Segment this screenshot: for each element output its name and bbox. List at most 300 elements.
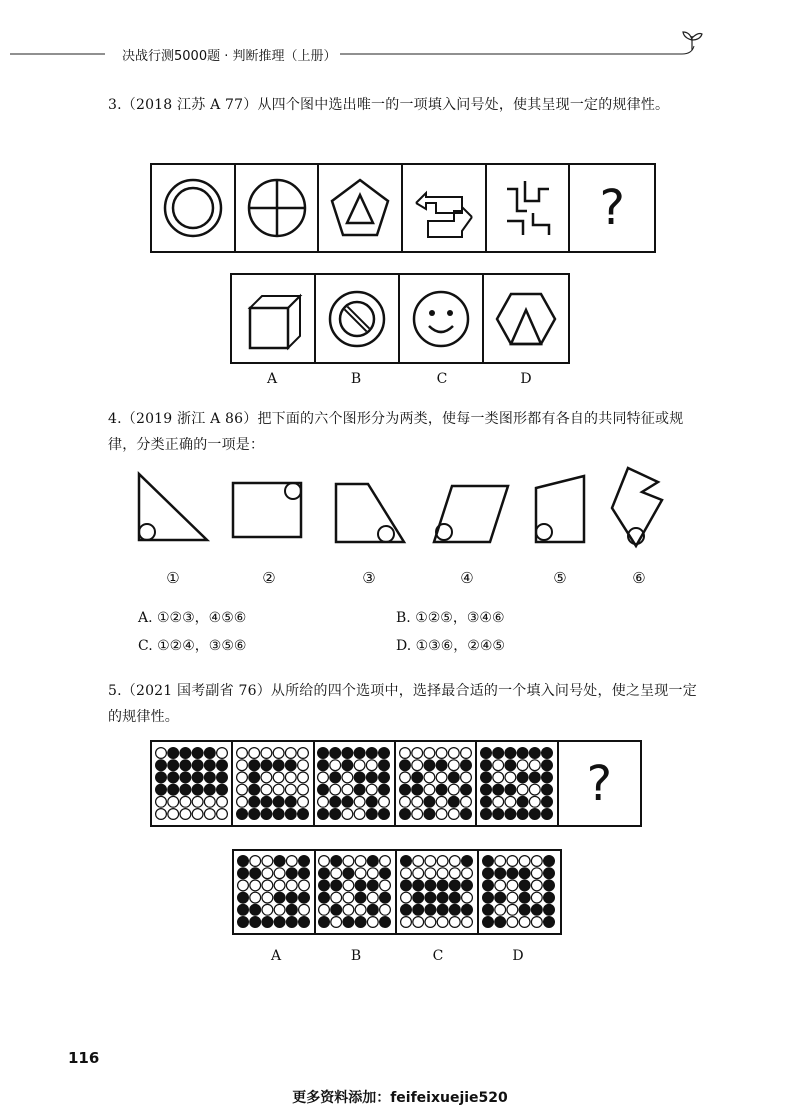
empty-dot <box>493 772 504 783</box>
empty-dot <box>286 880 297 891</box>
empty-dot <box>495 856 506 867</box>
filled-dot <box>319 868 330 879</box>
empty-dot <box>424 747 435 758</box>
empty-dot <box>449 917 460 928</box>
q3-option-a-label: A <box>266 371 278 387</box>
empty-dot <box>380 880 391 891</box>
filled-dot <box>330 808 341 819</box>
filled-dot <box>542 759 553 770</box>
empty-dot <box>400 892 411 903</box>
filled-dot <box>436 759 447 770</box>
q4-figure-number-4: ④ <box>460 569 474 587</box>
empty-dot <box>505 796 516 807</box>
q3-fig-5 <box>487 165 571 251</box>
filled-dot <box>461 880 472 891</box>
filled-dot <box>216 772 227 783</box>
empty-dot <box>274 904 285 915</box>
filled-dot <box>517 747 528 758</box>
empty-dot <box>155 747 166 758</box>
filled-dot <box>204 759 215 770</box>
filled-dot <box>380 917 391 928</box>
filled-dot <box>261 796 272 807</box>
empty-dot <box>261 747 272 758</box>
q3-option-d-figure[interactable] <box>484 275 568 362</box>
filled-dot <box>167 772 178 783</box>
filled-dot <box>249 772 260 783</box>
filled-dot <box>180 772 191 783</box>
filled-dot <box>331 856 342 867</box>
empty-dot <box>529 796 540 807</box>
q5-option-a-label: A <box>270 948 282 964</box>
q4-figure-number-1: ① <box>166 569 180 587</box>
empty-dot <box>155 796 166 807</box>
filled-dot <box>180 759 191 770</box>
filled-dot <box>461 856 472 867</box>
filled-dot <box>319 917 330 928</box>
filled-dot <box>155 759 166 770</box>
empty-dot <box>216 747 227 758</box>
empty-dot <box>355 904 366 915</box>
page-number: 116 <box>68 1049 100 1067</box>
filled-dot <box>250 904 261 915</box>
empty-dot <box>319 904 330 915</box>
filled-dot <box>379 772 390 783</box>
empty-dot <box>180 796 191 807</box>
filled-dot <box>532 904 543 915</box>
filled-dot <box>507 868 518 879</box>
q5-option-c-figure[interactable] <box>397 851 479 933</box>
empty-dot <box>532 868 543 879</box>
q5-fig-1 <box>152 742 233 825</box>
filled-dot <box>367 808 378 819</box>
q3-option-c-label: C <box>436 371 448 387</box>
filled-dot <box>437 904 448 915</box>
filled-dot <box>400 880 411 891</box>
filled-dot <box>155 784 166 795</box>
filled-dot <box>298 892 309 903</box>
filled-dot <box>274 892 285 903</box>
filled-dot <box>262 917 273 928</box>
filled-dot <box>355 880 366 891</box>
empty-dot <box>367 759 378 770</box>
filled-dot <box>493 784 504 795</box>
filled-dot <box>343 868 354 879</box>
filled-dot <box>237 892 248 903</box>
empty-dot <box>532 880 543 891</box>
filled-dot <box>542 747 553 758</box>
footer-watermark: 更多资料添加：feifeixuejie520 <box>292 1090 508 1106</box>
filled-dot <box>355 784 366 795</box>
filled-dot <box>448 772 459 783</box>
empty-dot <box>274 868 285 879</box>
filled-dot <box>237 868 248 879</box>
empty-dot <box>412 796 423 807</box>
filled-dot <box>155 772 166 783</box>
empty-dot <box>507 904 518 915</box>
empty-dot <box>298 784 309 795</box>
empty-dot <box>298 747 309 758</box>
filled-dot <box>542 784 553 795</box>
header-title: 决战行测5000题 · 判断推理（上册） <box>118 45 340 64</box>
filled-dot <box>400 856 411 867</box>
filled-dot <box>355 892 366 903</box>
q3-options <box>230 273 570 364</box>
empty-dot <box>412 747 423 758</box>
filled-dot <box>298 917 309 928</box>
filled-dot <box>298 808 309 819</box>
q4-text: 4.（2019 浙江 A 86）把下面的六个图形分为两类，使每一类图形都有各自的共同特征或规律，分类正确的一项是： <box>108 411 684 453</box>
q3-option-a-figure[interactable] <box>232 275 316 362</box>
q3-option-b-figure[interactable] <box>316 275 400 362</box>
filled-dot <box>237 808 248 819</box>
empty-dot <box>180 808 191 819</box>
filled-dot <box>368 904 379 915</box>
filled-dot <box>460 808 471 819</box>
filled-dot <box>380 892 391 903</box>
filled-dot <box>367 772 378 783</box>
filled-dot <box>519 868 530 879</box>
empty-dot <box>262 856 273 867</box>
filled-dot <box>380 868 391 879</box>
empty-dot <box>532 856 543 867</box>
q4-choice-c[interactable]: C. ①②④，③⑤⑥ <box>138 638 247 654</box>
empty-dot <box>519 856 530 867</box>
empty-dot <box>355 796 366 807</box>
q3-option-c-figure[interactable] <box>400 275 484 362</box>
empty-dot <box>237 759 248 770</box>
empty-dot <box>261 784 272 795</box>
filled-dot <box>542 808 553 819</box>
filled-dot <box>424 808 435 819</box>
q5-question-mark: ? <box>586 755 613 812</box>
empty-dot <box>298 796 309 807</box>
empty-dot <box>412 759 423 770</box>
filled-dot <box>286 868 297 879</box>
empty-dot <box>449 868 460 879</box>
empty-dot <box>424 784 435 795</box>
empty-dot <box>331 868 342 879</box>
filled-dot <box>449 904 460 915</box>
filled-dot <box>343 917 354 928</box>
empty-dot <box>399 772 410 783</box>
filled-dot <box>449 892 460 903</box>
filled-dot <box>495 868 506 879</box>
q3-fig-4 <box>403 165 487 251</box>
filled-dot <box>425 880 436 891</box>
filled-dot <box>483 892 494 903</box>
filled-dot <box>493 747 504 758</box>
q5-option-a-figure[interactable] <box>234 851 316 933</box>
filled-dot <box>483 856 494 867</box>
filled-dot <box>250 868 261 879</box>
q4-choice-d[interactable]: D. ①③⑥，②④⑤ <box>396 638 505 654</box>
filled-dot <box>167 784 178 795</box>
empty-dot <box>425 917 436 928</box>
filled-dot <box>249 808 260 819</box>
filled-dot <box>342 796 353 807</box>
q5-sequence <box>150 740 642 827</box>
empty-dot <box>413 856 424 867</box>
filled-dot <box>517 772 528 783</box>
empty-dot <box>262 892 273 903</box>
filled-dot <box>544 892 555 903</box>
empty-dot <box>519 917 530 928</box>
filled-dot <box>285 796 296 807</box>
q3-fig-2 <box>236 165 320 251</box>
q5-text: 5.（2021 国考副省 76）从所给的四个选项中，选择最合适的一个填入问号处，使之呈现一定的规律性。 <box>108 683 697 725</box>
filled-dot <box>399 808 410 819</box>
empty-dot <box>380 856 391 867</box>
filled-dot <box>355 772 366 783</box>
filled-dot <box>319 892 330 903</box>
filled-dot <box>413 880 424 891</box>
filled-dot <box>298 856 309 867</box>
filled-dot <box>425 892 436 903</box>
filled-dot <box>342 759 353 770</box>
header-rule <box>10 38 700 78</box>
q4-fig-2 <box>227 477 307 543</box>
filled-dot <box>400 904 411 915</box>
filled-dot <box>399 759 410 770</box>
filled-dot <box>180 747 191 758</box>
q4-fig-1 <box>133 470 213 546</box>
q5-fig-3 <box>315 742 396 825</box>
q5-option-c-label: C <box>432 948 444 964</box>
filled-dot <box>249 759 260 770</box>
filled-dot <box>495 892 506 903</box>
empty-dot <box>507 880 518 891</box>
q3-question-cell <box>570 165 654 251</box>
q4-fig-3 <box>330 478 410 546</box>
empty-dot <box>298 904 309 915</box>
empty-dot <box>425 868 436 879</box>
q4-figure-number-2: ② <box>262 569 276 587</box>
empty-dot <box>449 856 460 867</box>
filled-dot <box>448 796 459 807</box>
filled-dot <box>274 856 285 867</box>
q4-figure-number-3: ③ <box>362 569 376 587</box>
filled-dot <box>529 747 540 758</box>
filled-dot <box>544 917 555 928</box>
filled-dot <box>355 917 366 928</box>
empty-dot <box>448 784 459 795</box>
filled-dot <box>319 880 330 891</box>
empty-dot <box>237 796 248 807</box>
filled-dot <box>286 892 297 903</box>
empty-dot <box>237 784 248 795</box>
filled-dot <box>273 808 284 819</box>
filled-dot <box>483 868 494 879</box>
q5-option-d-figure[interactable] <box>479 851 560 933</box>
empty-dot <box>412 808 423 819</box>
empty-dot <box>380 904 391 915</box>
filled-dot <box>192 747 203 758</box>
empty-dot <box>400 868 411 879</box>
q4-choice-a[interactable]: A. ①②③，④⑤⑥ <box>138 610 247 626</box>
filled-dot <box>449 880 460 891</box>
empty-dot <box>319 856 330 867</box>
empty-dot <box>437 917 448 928</box>
empty-dot <box>461 892 472 903</box>
empty-dot <box>285 784 296 795</box>
empty-dot <box>250 880 261 891</box>
filled-dot <box>342 747 353 758</box>
q4-fig-5 <box>528 470 592 548</box>
empty-dot <box>237 747 248 758</box>
empty-dot <box>436 796 447 807</box>
empty-dot <box>250 892 261 903</box>
q5-option-d-label: D <box>512 948 524 964</box>
q3-fig-3 <box>319 165 403 251</box>
empty-dot <box>249 747 260 758</box>
empty-dot <box>413 868 424 879</box>
empty-dot <box>355 856 366 867</box>
empty-dot <box>436 772 447 783</box>
filled-dot <box>237 856 248 867</box>
filled-dot <box>481 796 492 807</box>
empty-dot <box>532 892 543 903</box>
filled-dot <box>412 784 423 795</box>
filled-dot <box>331 880 342 891</box>
filled-dot <box>204 784 215 795</box>
filled-dot <box>216 759 227 770</box>
filled-dot <box>368 856 379 867</box>
empty-dot <box>460 747 471 758</box>
filled-dot <box>481 808 492 819</box>
empty-dot <box>250 856 261 867</box>
empty-dot <box>399 796 410 807</box>
empty-dot <box>379 796 390 807</box>
filled-dot <box>318 808 329 819</box>
filled-dot <box>273 759 284 770</box>
q4-fig-6 <box>606 462 666 550</box>
empty-dot <box>167 796 178 807</box>
empty-dot <box>448 747 459 758</box>
empty-dot <box>529 759 540 770</box>
empty-dot <box>204 808 215 819</box>
empty-dot <box>461 868 472 879</box>
filled-dot <box>204 747 215 758</box>
empty-dot <box>318 796 329 807</box>
filled-dot <box>460 784 471 795</box>
empty-dot <box>493 796 504 807</box>
filled-dot <box>204 772 215 783</box>
empty-dot <box>192 808 203 819</box>
empty-dot <box>342 784 353 795</box>
q3-option-b-label: B <box>350 371 362 387</box>
empty-dot <box>216 796 227 807</box>
q3-option-d-label: D <box>520 371 532 387</box>
empty-dot <box>237 772 248 783</box>
filled-dot <box>505 784 516 795</box>
empty-dot <box>330 784 341 795</box>
filled-dot <box>424 759 435 770</box>
filled-dot <box>330 772 341 783</box>
q4-choice-b[interactable]: B. ①②⑤，③④⑥ <box>396 610 505 626</box>
q3-text: 3.（2018 江苏 A 77）从四个图中选出唯一的一项填入问号处，使其呈现一定的规律性。 <box>108 97 670 113</box>
filled-dot <box>519 892 530 903</box>
empty-dot <box>285 747 296 758</box>
empty-dot <box>413 917 424 928</box>
empty-dot <box>368 892 379 903</box>
empty-dot <box>343 880 354 891</box>
empty-dot <box>342 772 353 783</box>
filled-dot <box>437 892 448 903</box>
filled-dot <box>318 747 329 758</box>
empty-dot <box>448 759 459 770</box>
filled-dot <box>285 808 296 819</box>
empty-dot <box>437 868 448 879</box>
empty-dot <box>343 856 354 867</box>
filled-dot <box>367 747 378 758</box>
filled-dot <box>493 808 504 819</box>
empty-dot <box>237 880 248 891</box>
empty-dot <box>368 868 379 879</box>
empty-dot <box>532 917 543 928</box>
filled-dot <box>481 747 492 758</box>
q5-question-cell <box>559 742 640 825</box>
empty-dot <box>343 904 354 915</box>
filled-dot <box>399 784 410 795</box>
sprout-icon <box>680 30 704 52</box>
empty-dot <box>461 917 472 928</box>
filled-dot <box>519 880 530 891</box>
filled-dot <box>413 904 424 915</box>
filled-dot <box>330 747 341 758</box>
empty-dot <box>367 784 378 795</box>
empty-dot <box>285 772 296 783</box>
running-header <box>10 38 700 78</box>
empty-dot <box>355 868 366 879</box>
empty-dot <box>343 892 354 903</box>
filled-dot <box>331 904 342 915</box>
q5-fig-4 <box>396 742 477 825</box>
empty-dot <box>261 772 272 783</box>
filled-dot <box>519 904 530 915</box>
empty-dot <box>399 747 410 758</box>
empty-dot <box>517 784 528 795</box>
filled-dot <box>413 892 424 903</box>
filled-dot <box>367 796 378 807</box>
empty-dot <box>286 856 297 867</box>
empty-dot <box>355 759 366 770</box>
filled-dot <box>285 759 296 770</box>
filled-dot <box>542 772 553 783</box>
filled-dot <box>368 880 379 891</box>
empty-dot <box>262 904 273 915</box>
filled-dot <box>517 796 528 807</box>
filled-dot <box>192 759 203 770</box>
filled-dot <box>412 772 423 783</box>
filled-dot <box>273 796 284 807</box>
q5-option-b-figure[interactable] <box>316 851 398 933</box>
q4-fig-4 <box>428 480 514 546</box>
filled-dot <box>517 808 528 819</box>
empty-dot <box>298 880 309 891</box>
q3-fig-1 <box>152 165 236 251</box>
empty-dot <box>368 917 379 928</box>
filled-dot <box>544 904 555 915</box>
q5-options <box>232 849 562 935</box>
filled-dot <box>180 784 191 795</box>
filled-dot <box>460 759 471 770</box>
filled-dot <box>192 772 203 783</box>
empty-dot <box>460 796 471 807</box>
filled-dot <box>529 808 540 819</box>
filled-dot <box>379 784 390 795</box>
filled-dot <box>542 796 553 807</box>
filled-dot <box>286 904 297 915</box>
